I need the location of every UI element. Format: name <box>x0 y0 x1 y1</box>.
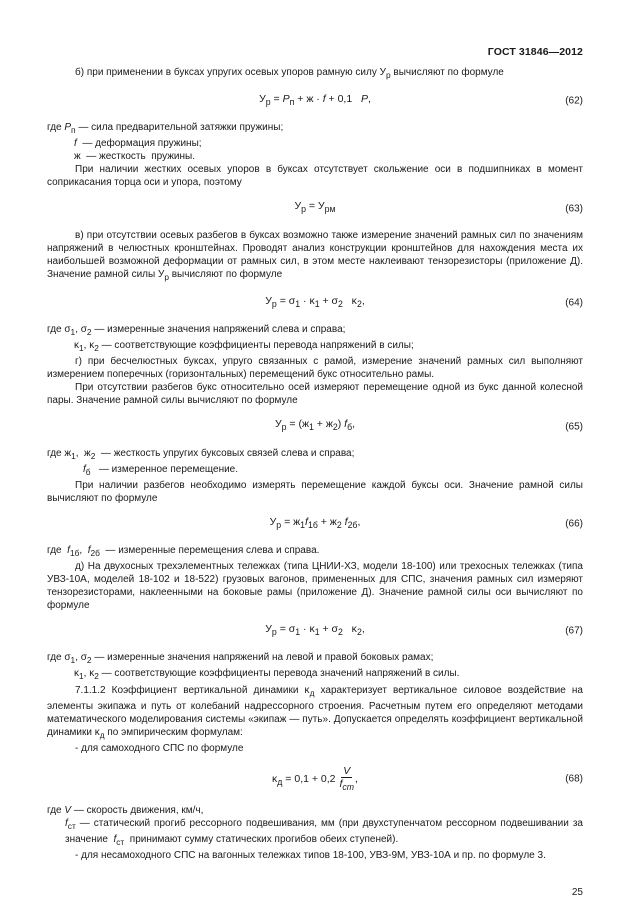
definitions-68 <box>47 804 583 849</box>
equation-expression: $У_р = ж_1f_{1б} + ж_2$ $f_{2б}$, <box>269 515 361 530</box>
equation-64 <box>47 289 583 317</box>
definition-line: где V — скорость движения, км/ч, <box>47 805 204 816</box>
definition-line: где $\sigma_1$, $\sigma_2$ — измеренные значения напряжений на левой и правой боковых рамах; <box>47 652 434 666</box>
paragraph: - для самоходного СПС по формуле <box>75 742 244 754</box>
definitions-65 <box>47 447 583 479</box>
paragraph: При наличии разбегов необходимо измерять перемещение каждой буксы оси. Значение рамной силы вычисляют по формуле <box>47 479 583 504</box>
paragraph: 7.1.1.2 Коэффициент вертикальной динамики $\kappa_д$ характеризует вертикальное силовое воздействие на элементы экипажа и путь от колебаний надрессорного строения. Расчетным путем его определяют методами математического моделирования системы «экипаж — путь». Допускается определять коэффициент вертикальной динамики $\kappa_д$ по эмпирическим формулам: <box>47 684 583 740</box>
paragraph: - для несамоходного СПС на вагонных тележках типов 18-100, УВЗ-9М, УВЗ-10А и пр. по формуле 3. <box>75 850 546 862</box>
definitions-64 <box>47 323 583 355</box>
definition-line: ж — жесткость пружины. <box>74 151 195 163</box>
definition-line: где $\sigma_1$, $\sigma_2$ — измеренные значения напряжений слева и справа; <box>47 323 346 337</box>
document-body <box>47 66 583 862</box>
equation-63 <box>47 195 583 223</box>
page-number: 25 <box>571 887 583 898</box>
definition-line: $\kappa_1$, $\kappa_2$ — соответствующие коэффициенты перевода напряжений в силы; <box>74 340 414 354</box>
equation-expression: $У_р = (ж_1 + ж_2)$ $f_б$, <box>274 418 356 433</box>
definitions-66 <box>47 544 583 560</box>
definition-line: f — деформация пружины; <box>74 138 202 150</box>
equation-65 <box>47 413 583 441</box>
definition-line: $f_{ст}$ — статический прогиб рессорного подвешивания, мм (при двухступенчатом рессорном подвешивании за значение $f_{ст}$ принимают сумму статических прогибов обеих ступеней). <box>65 818 583 848</box>
equation-62 <box>47 87 583 115</box>
document-header: ГОСТ 31846—2012 <box>487 46 583 58</box>
paragraph: При отсутствии разбегов букс относительно осей измеряют перемещение одной из букс данной колесной пары. Значение рамной силы вычисляют по формуле <box>47 382 583 407</box>
equation-number: (66) <box>565 518 583 530</box>
equation-number: (68) <box>565 773 583 785</box>
definitions-62 <box>47 121 583 163</box>
equation-expression: $У_р = У_{рм}$ <box>294 200 336 215</box>
paragraph: При наличии жестких осевых упоров в буксах отсутствует скольжение оси в подшипниках в момент соприкасания торца оси и упора, поэтому <box>47 164 583 189</box>
definition-line: $f_б$ — измеренное перемещение. <box>83 463 239 477</box>
paragraph: г) при бесчелюстных буксах, упруго связанных с рамой, измерение значений рамных сил выполняют измерением поперечных (горизонтальных) перемещений букс относительно рамы. <box>47 356 583 381</box>
equation-number: (62) <box>565 95 583 107</box>
definition-line: $\kappa_1$, $\kappa_2$ — соответствующие коэффициенты перевода значений напряжений в силы. <box>74 668 460 682</box>
equation-number: (63) <box>565 203 583 215</box>
equation-expression: $У_р = \sigma_1 \cdot \kappa_1 + \sigma_2$ $\kappa_2$, <box>265 294 365 309</box>
equation-number: (65) <box>565 420 583 432</box>
equation-expression: $У_р = \sigma_1 \cdot \kappa_1 + \sigma_2$ $\kappa_2$, <box>265 623 365 638</box>
paragraph: б) при применении в буксах упругих осевых упоров рамную силу $У_р$ вычисляют по формуле <box>75 67 504 80</box>
paragraph: д) На двухосных трехэлементных тележках (типа ЦНИИ-ХЗ, модели 18-100) или трехосных тележках (типа УВЗ-10А, моделей 18-102 и 18-522) грузовых вагонов, примененных для СПС, значения рамных сил измеряют тензорезисторами, наклеенными на боковые рамы (приложение Д). Значение рамной силы оси вычисляют по формуле <box>47 560 583 612</box>
paragraph: в) при отсутствии осевых разбегов в буксах возможно также измерение значений рамных сил по значениям напряжений в челюстных кронштейнах. Проводят анализ конструкции кронштейнов для нахождения места их наибольшей возможной деформации от рамных сил, в этом месте наклеивают тензорезисторы (приложение Д). Значение рамной силы $У_р$ вычисляют по формуле <box>47 229 583 282</box>
definition-line: где $ж_1$, $ж_2$ — жесткость упругих буксовых связей слева и справа; <box>47 447 355 461</box>
equation-66 <box>47 510 583 538</box>
equation-number: (67) <box>565 625 583 637</box>
definition-line: где $f_{1б}$, $f_{2б}$ — измеренные перемещения слева и справа. <box>47 544 320 558</box>
equation-expression: $У_р = Р_п + ж \cdot f + 0,1$ Р, <box>259 93 371 108</box>
equation-67 <box>47 617 583 645</box>
equation-68 <box>47 760 583 798</box>
definition-line: где $Р_п$ — сила предварительной затяжки пружины; <box>47 122 284 136</box>
equation-number: (64) <box>565 297 583 309</box>
equation-expression: $\kappa_д = 0,1 + 0,2$ $\frac{V}{f_{ст}}$ , <box>272 764 358 793</box>
definitions-67 <box>47 651 583 683</box>
